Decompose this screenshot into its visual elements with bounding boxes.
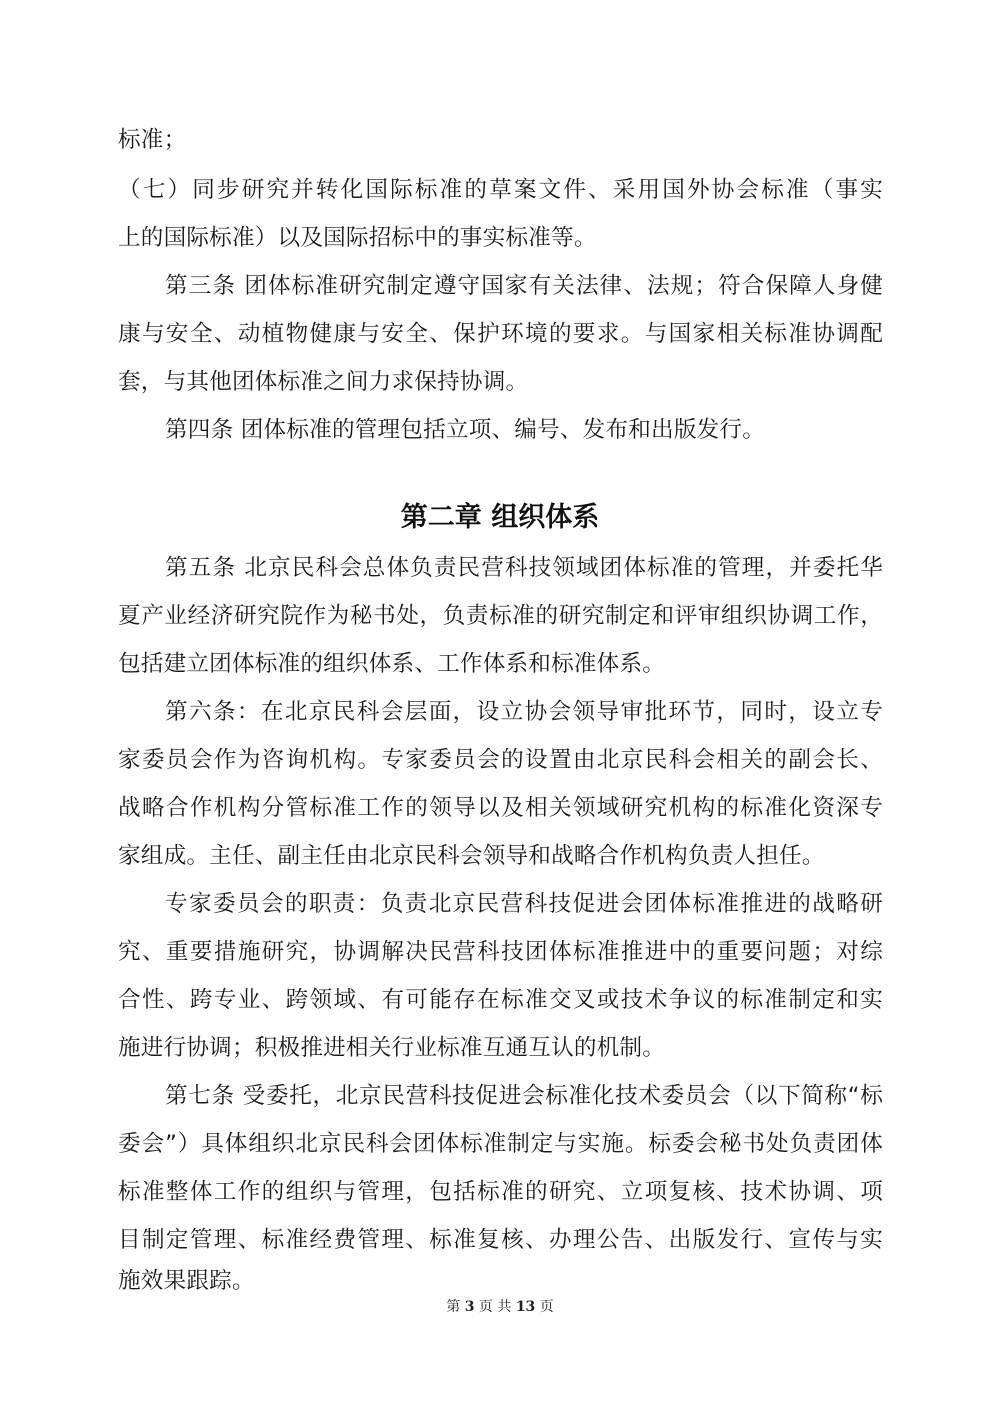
footer-prefix: 第	[446, 1299, 461, 1315]
text-line: 目制定管理、标准经费管理、标准复核、办理公告、出版发行、宣传与实	[118, 1227, 883, 1253]
text-line: 家组成。主任、副主任由北京民科会领导和战略合作机构负责人担任。	[118, 843, 825, 869]
text-line: 家委员会作为咨询机构。专家委员会的设置由北京民科会相关的副会长、	[118, 747, 883, 773]
text-line: 上的国际标准）以及国际招标中的事实标准等。	[118, 225, 597, 251]
text-line: 第七条 受委托，北京民营科技促进会标准化技术委员会（以下简称“标	[165, 1083, 883, 1109]
text-line: 第四条 团体标准的管理包括立项、编号、发布和出版发行。	[165, 417, 766, 443]
text-line: 第六条：在北京民科会层面，设立协会领导审批环节，同时，设立专	[165, 699, 883, 725]
text-line: 施效果跟踪。	[118, 1268, 255, 1294]
total-page-number: 13	[515, 1299, 536, 1315]
text-line: 康与安全、动植物健康与安全、保护环境的要求。与国家相关标准协调配	[118, 321, 883, 347]
text-line: 施进行协调；积极推进相关行业标准互通互认的机制。	[118, 1035, 666, 1061]
text-line: 包括建立团体标准的组织体系、工作体系和标准体系。	[118, 651, 666, 677]
current-page-number: 3	[464, 1299, 475, 1315]
text-line: 专家委员会的职责：负责北京民营科技促进会团体标准推进的战略研	[165, 891, 883, 917]
text-line: 合性、跨专业、跨领域、有可能存在标准交叉或技术争议的标准制定和实	[118, 987, 883, 1013]
footer-middle: 页 共	[478, 1299, 512, 1315]
text-line: 第三条 团体标准研究制定遵守国家有关法律、法规；符合保障人身健	[165, 273, 883, 299]
text-line: 第五条 北京民科会总体负责民营科技领域团体标准的管理，并委托华	[165, 555, 883, 581]
text-line: 战略合作机构分管标准工作的领导以及相关领域研究机构的标准化资深专	[118, 795, 883, 821]
chapter-heading: 第二章 组织体系	[400, 502, 600, 533]
text-line: 夏产业经济研究院作为秘书处，负责标准的研究制定和评审组织协调工作，	[118, 603, 883, 629]
text-line: （七）同步研究并转化国际标准的草案文件、采用国外协会标准（事实	[118, 177, 883, 203]
text-line: 套，与其他团体标准之间力求保持协调。	[118, 369, 529, 395]
page-footer	[0, 1297, 1000, 1317]
text-line: 委会”）具体组织北京民科会团体标准制定与实施。标委会秘书处负责团体	[118, 1131, 883, 1157]
text-line: 标准；	[118, 127, 187, 153]
text-line: 标准整体工作的组织与管理，包括标准的研究、立项复核、技术协调、项	[118, 1179, 883, 1205]
text-line: 究、重要措施研究，协调解决民营科技团体标准推进中的重要问题；对综	[118, 939, 883, 965]
footer-suffix: 页	[539, 1299, 554, 1315]
